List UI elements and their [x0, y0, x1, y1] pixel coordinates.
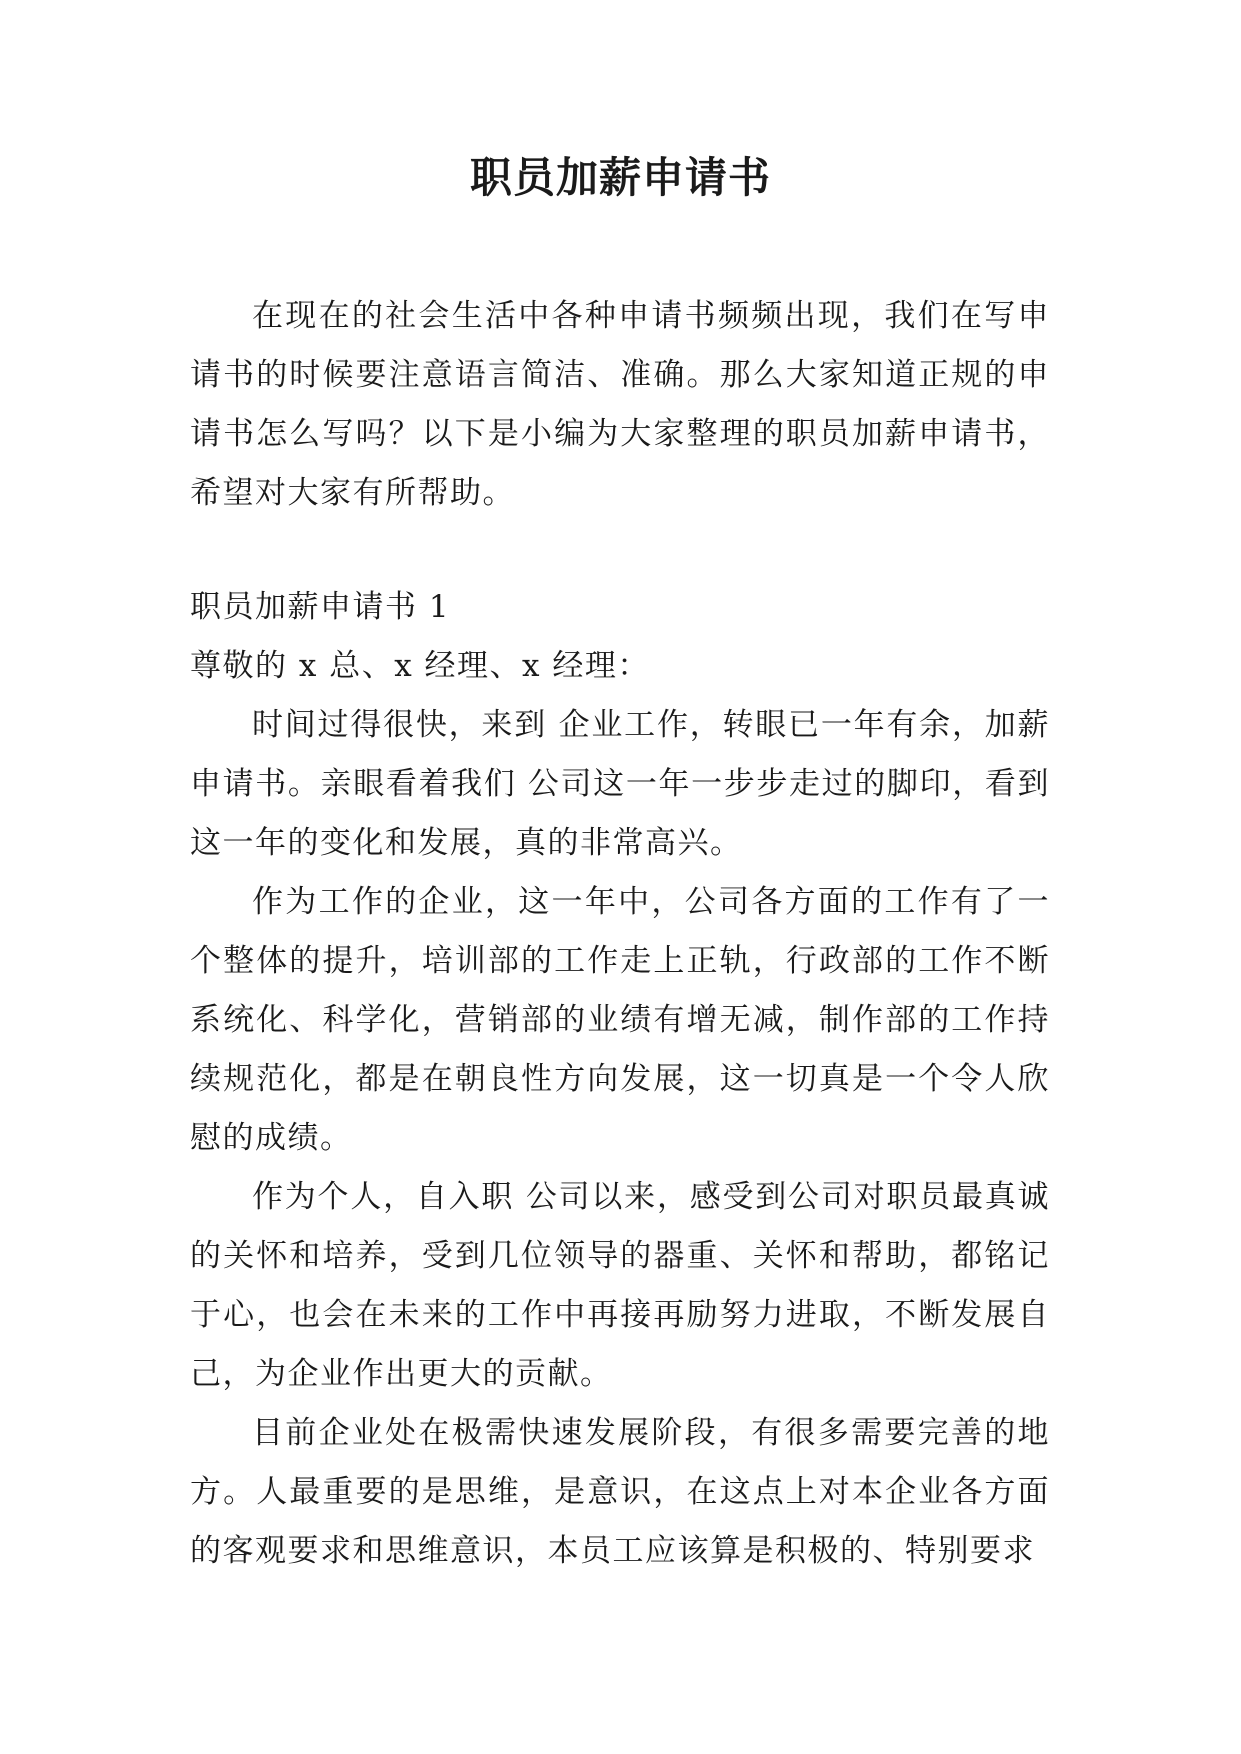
salutation: 尊敬的 x 总、x 经理、x 经理：: [190, 648, 650, 684]
letter-paragraph: 作为工作的企业，这一年中，公司各方面的工作有了一个整体的提升，培训部的工作走上正轨，行政部的工作不断系统化、科学化，营销部的业绩有增无减，制作部的工作持续规范化，都是在朝良性方向发展，这一切真是一个令人欣慰的成绩。: [190, 884, 1050, 1156]
intro-paragraph: 在现在的社会生活中各种申请书频频出现，我们在写申请书的时候要注意语言简洁、准确。那么大家知道正规的申请书怎么写吗？以下是小编为大家整理的职员加薪申请书，希望对大家有所帮助。: [190, 298, 1050, 511]
letter-paragraph: 时间过得很快，来到 企业工作，转眼已一年有余，加薪申请书。亲眼看着我们 公司这一年一步步走过的脚印，看到这一年的变化和发展，真的非常高兴。: [190, 707, 1050, 861]
letter-paragraph: 目前企业处在极需快速发展阶段，有很多需要完善的地方。人最重要的是思维，是意识，在这点上对本企业各方面的客观要求和思维意识，本员工应该算是积极的、特别要求: [190, 1415, 1050, 1569]
letter-paragraph: 作为个人，自入职 公司以来，感受到公司对职员最真诚的关怀和培养，受到几位领导的器重、关怀和帮助，都铭记于心，也会在未来的工作中再接再励努力进取，不断发展自己，为企业作出更大的贡献。: [190, 1179, 1050, 1392]
section-heading: 职员加薪申请书 1: [190, 589, 451, 625]
document-title: 职员加薪申请书: [469, 153, 771, 202]
letter-body: [190, 578, 1050, 1581]
